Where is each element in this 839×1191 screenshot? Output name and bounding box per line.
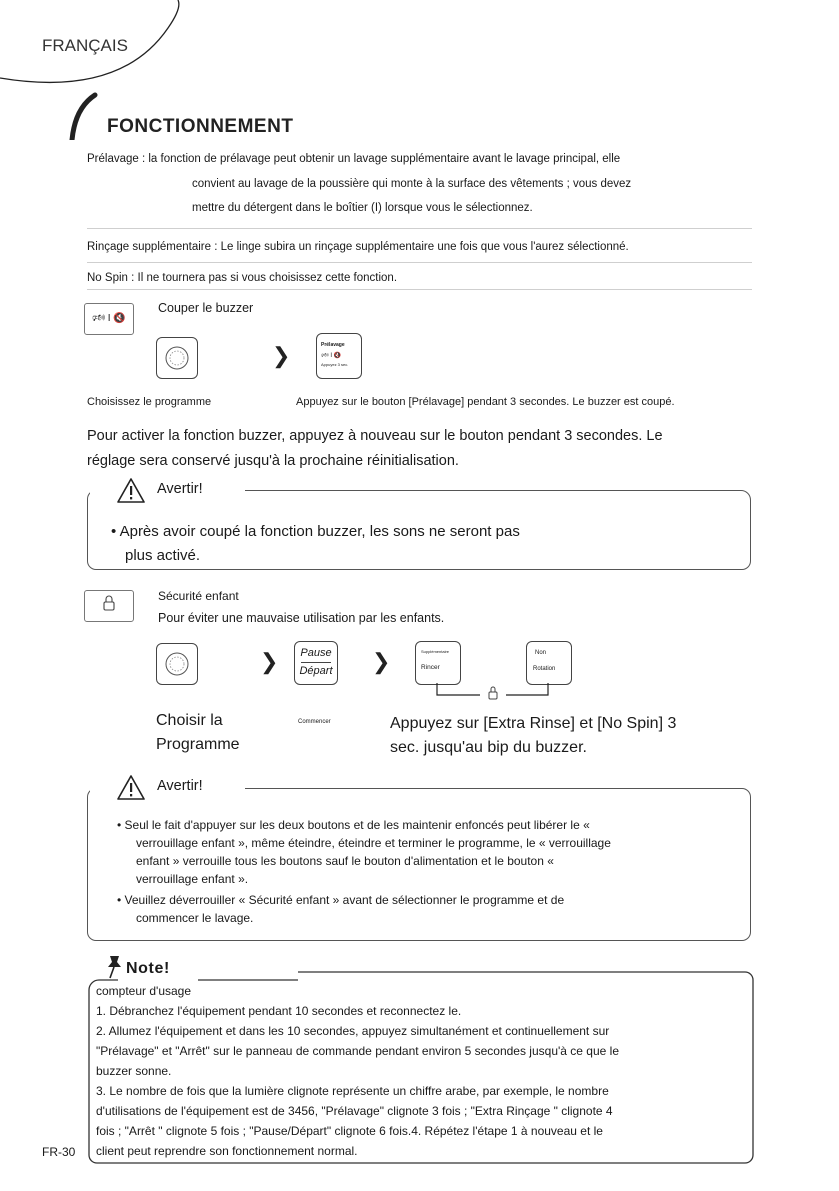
lock-hand-icon bbox=[85, 591, 133, 621]
rinse-label: Rincer bbox=[421, 664, 440, 671]
dial-icon bbox=[157, 644, 197, 684]
warning-text-2: plus activé. bbox=[125, 547, 201, 564]
page-number: FR-30 bbox=[42, 1145, 76, 1159]
warning-bullet-2-line-1: • Veuillez déverrouiller « Sécurité enfant » avant de sélectionner le programme et de bbox=[117, 893, 565, 907]
note-title: Note! bbox=[126, 960, 170, 977]
divider bbox=[87, 262, 752, 263]
prewash-text-3: mettre du détergent dans le boîtier (I) lorsque vous le sélectionnez. bbox=[192, 202, 533, 214]
note-line: client peut reprendre son fonctionnement normal. bbox=[96, 1144, 358, 1158]
warning-title: Avertir! bbox=[151, 481, 209, 497]
divider bbox=[87, 289, 752, 290]
caption-choose-1: Choisir la bbox=[156, 712, 223, 729]
warning-icon bbox=[116, 476, 146, 504]
warning-bullet-1-line-2: verrouillage enfant », même éteindre, éteindre et terminer le programme, le « verrouillage bbox=[136, 836, 611, 850]
program-dial-button[interactable] bbox=[156, 337, 198, 379]
warning-bullet-1-line-4: verrouillage enfant ». bbox=[136, 872, 249, 886]
pushpin-icon bbox=[104, 954, 124, 980]
start-label: Départ bbox=[299, 665, 333, 677]
rinse-top-label: Supplémentaire bbox=[421, 649, 450, 654]
buzzer-reactivate-2: réglage sera conservé jusqu'à la prochaine réinitialisation. bbox=[87, 453, 459, 469]
pause-start-button[interactable] bbox=[294, 641, 338, 685]
child-lock-title: Sécurité enfant bbox=[158, 589, 239, 603]
child-lock-icon bbox=[84, 590, 134, 622]
extra-rinse-text: Rinçage supplémentaire : Le linge subira un rinçage supplémentaire une fois que vous l'aurez sélectionné. bbox=[87, 241, 629, 253]
caption-press-2: sec. jusqu'au bip du buzzer. bbox=[390, 739, 587, 756]
dial-icon bbox=[157, 338, 197, 378]
caption-press-1: Appuyez sur [Extra Rinse] et [No Spin] 3 bbox=[390, 715, 677, 732]
warning-bullet-1-line-1: • Seul le fait d'appuyer sur les deux boutons et de les maintenir enfoncés peut libérer le « bbox=[117, 818, 590, 832]
pause-label: Pause bbox=[300, 647, 332, 659]
note-line: 1. Débranchez l'équipement pendant 10 secondes et reconnectez le. bbox=[96, 1004, 462, 1018]
chevron-right-icon: ❯ bbox=[272, 343, 291, 368]
button-sound-icon: 🕬 I 🔇 bbox=[321, 353, 342, 359]
buzzer-icon bbox=[84, 303, 134, 335]
prewash-button-label: Prélavage bbox=[321, 342, 345, 348]
chevron-right-icon: ❯ bbox=[372, 649, 391, 674]
caption-choose-2: Programme bbox=[156, 736, 240, 753]
warning-bullet-2-line-2: commencer le lavage. bbox=[136, 911, 254, 925]
extra-rinse-button[interactable] bbox=[415, 641, 461, 685]
note-line: "Prélavage" et "Arrêt" sur le panneau de commande pendant environ 5 secondes jusqu'à ce que le bbox=[96, 1044, 619, 1058]
prewash-button[interactable] bbox=[316, 333, 362, 379]
note-line: 2. Allumez l'équipement et dans les 10 secondes, appuyez simultanément et continuellement sur bbox=[96, 1024, 610, 1038]
chevron-right-icon: ❯ bbox=[260, 649, 279, 674]
spin-label: Rotation bbox=[533, 666, 556, 672]
no-spin-text: No Spin : Il ne tournera pas si vous choisissez cette fonction. bbox=[87, 272, 398, 284]
caption-start: Commencer bbox=[298, 719, 331, 725]
note-line: fois ; "Arrêt " clignote 5 fois ; "Pause/Départ" clignote 6 fois.4. Répétez l'étape 1 à nouveau et le bbox=[96, 1124, 603, 1138]
speaker-mute-icon: 🕬 I 🔇 bbox=[92, 313, 126, 324]
child-lock-subtitle: Pour éviter une mauvaise utilisation par les enfants. bbox=[158, 611, 445, 625]
prewash-text-1: Prélavage : la fonction de prélavage peut obtenir un lavage supplémentaire avant le lavage principal, elle bbox=[87, 153, 621, 165]
no-spin-button[interactable] bbox=[526, 641, 572, 685]
warning-text-1: • Après avoir coupé la fonction buzzer, les sons ne seront pas bbox=[111, 523, 520, 540]
warning-title: Avertir! bbox=[151, 778, 209, 794]
prewash-text-2: convient au lavage de la poussière qui monte à la surface des vêtements ; vous devez bbox=[192, 178, 632, 190]
button-hint: Appuyez 3 sec. bbox=[321, 362, 349, 367]
buzzer-title: Couper le buzzer bbox=[158, 301, 254, 315]
language-label: FRANÇAIS bbox=[42, 36, 128, 55]
note-line: compteur d'usage bbox=[96, 984, 192, 998]
warning-icon bbox=[116, 773, 146, 801]
note-line: d'utilisations de l'équipement est de 3456, "Prélavage" clignote 3 fois ; "Extra Rinçage " clignote 4 bbox=[96, 1104, 613, 1118]
divider bbox=[87, 228, 752, 229]
note-line: 3. Le nombre de fois que la lumière clignote représente un chiffre arabe, par exemple, le nombre bbox=[96, 1084, 609, 1098]
spin-top-label: Non bbox=[535, 650, 547, 656]
caption-press-prewash: Appuyez sur le bouton [Prélavage] pendant 3 secondes. Le buzzer est coupé. bbox=[296, 396, 675, 408]
combo-connector bbox=[436, 683, 550, 707]
caption-choose-program: Choisissez le programme bbox=[87, 396, 212, 408]
section-title: FONCTIONNEMENT bbox=[107, 116, 294, 137]
note-line: buzzer sonne. bbox=[96, 1064, 172, 1078]
program-dial-button[interactable] bbox=[156, 643, 198, 685]
buzzer-reactivate-1: Pour activer la fonction buzzer, appuyez à nouveau sur le bouton pendant 3 secondes. Le bbox=[87, 428, 663, 444]
warning-bullet-1-line-3: enfant » verrouille tous les boutons sauf le bouton d'alimentation et le bouton « bbox=[136, 854, 554, 868]
